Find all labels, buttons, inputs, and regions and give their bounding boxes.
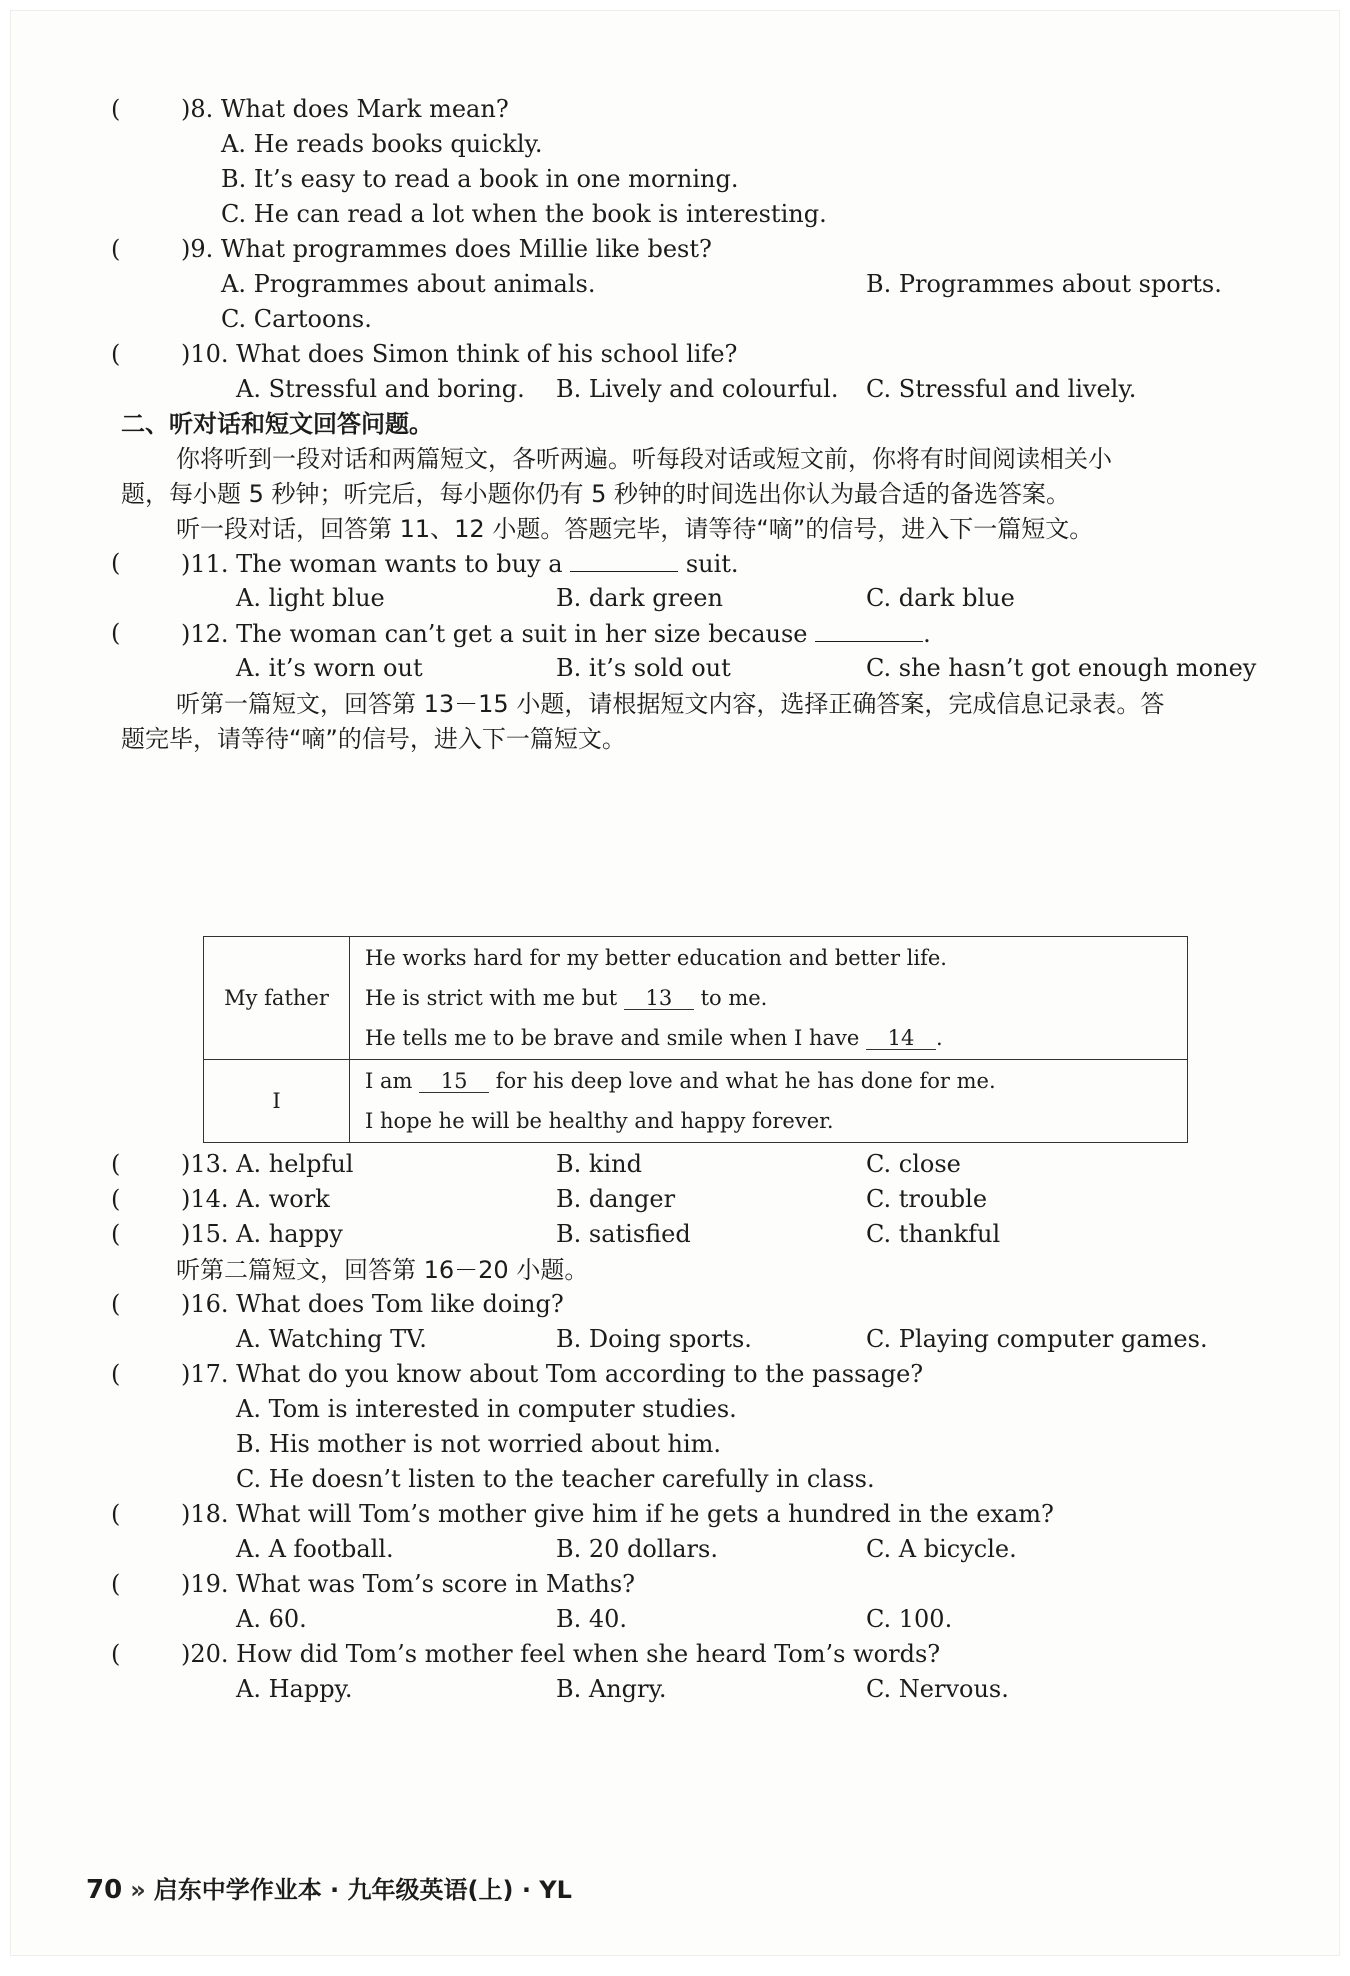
q20-option-b: B. Angry. [556,1675,667,1703]
dialogue-instruction: 听一段对话，回答第 11、12 小题。答题完毕，请等待“嘀”的信号，进入下一篇短文。 [176,515,1094,543]
table-text: I am [365,1069,413,1093]
q12-option-a: A. it’s worn out [236,654,423,682]
q17-option-b: B. His mother is not worried about him. [236,1430,722,1458]
answer-paren: ( [111,1360,121,1388]
worksheet-page [10,10,1340,1956]
q15-stem: )15. A. happy [181,1220,343,1248]
answer-paren: ( [111,549,121,577]
q18-option-c: C. A bicycle. [866,1535,1017,1563]
table-text: to me. [700,986,768,1010]
q17-option-a: A. Tom is interested in computer studies. [236,1395,737,1423]
passage2-instruction: 听第二篇短文，回答第 16－20 小题。 [176,1256,589,1284]
q10-stem: )10. What does Simon think of his school life? [181,340,738,368]
q13-stem: )13. A. helpful [181,1150,354,1178]
q8-stem: )8. What does Mark mean? [181,95,509,123]
q11-stem [181,547,739,580]
section-intro-line1: 你将听到一段对话和两篇短文，各听两遍。听每段对话或短文前，你将有时间阅读相关小 [176,445,1112,473]
section-heading: 二、听对话和短文回答问题。 [121,410,433,438]
q9-option-b: B. Programmes about sports. [866,270,1222,298]
q20-option-c: C. Nervous. [866,1675,1009,1703]
answer-paren: ( [111,1570,121,1598]
q19-stem: )19. What was Tom’s score in Maths? [181,1570,636,1598]
passage1-instruction-line2: 题完毕，请等待“嘀”的信号，进入下一篇短文。 [121,725,626,753]
information-table [203,936,1188,1143]
table-line: He works hard for my better education and better life. [365,946,947,970]
q15-option-c: C. thankful [866,1220,1001,1248]
q13-option-b: B. kind [556,1150,642,1178]
table-cell [350,937,1188,1060]
table-label-i: I [204,1060,350,1143]
q9-option-c: C. Cartoons. [221,305,372,333]
q15-option-b: B. satisfied [556,1220,691,1248]
q11-option-a: A. light blue [236,584,385,612]
q17-option-c: C. He doesn’t listen to the teacher carefully in class. [236,1465,875,1493]
answer-paren: ( [111,1150,121,1178]
q11-option-b: B. dark green [556,584,723,612]
table-label-father: My father [204,937,350,1060]
q19-option-c: C. 100. [866,1605,953,1633]
q14-option-b: B. danger [556,1185,676,1213]
q14-stem: )14. A. work [181,1185,330,1213]
q19-option-b: B. 40. [556,1605,628,1633]
answer-paren: ( [111,1290,121,1318]
table-text: He tells me to be brave and smile when I have [365,1026,860,1050]
page-footer [86,1873,572,1907]
answer-paren: ( [111,235,121,263]
table-line [351,1018,1186,1058]
q12-option-b: B. it’s sold out [556,654,731,682]
answer-paren: ( [111,1500,121,1528]
q11-stem-text: )11. The woman wants to buy a [181,550,563,578]
q19-option-a: A. 60. [236,1605,307,1633]
q18-option-b: B. 20 dollars. [556,1535,718,1563]
q12-stem-end: . [923,620,931,648]
q10-option-b: B. Lively and colourful. [556,375,839,403]
q10-option-a: A. Stressful and boring. [236,375,525,403]
section-intro-line2: 题，每小题 5 秒钟；听完后，每小题你仍有 5 秒钟的时间选出你认为最合适的备选答案。 [121,480,1071,508]
q17-stem: )17. What do you know about Tom according to the passage? [181,1360,924,1388]
q16-stem: )16. What does Tom like doing? [181,1290,564,1318]
q11-blank [570,547,678,572]
table-line [351,978,1186,1018]
answer-paren: ( [111,1185,121,1213]
q14-option-c: C. trouble [866,1185,988,1213]
q8-option-a: A. He reads books quickly. [221,130,543,158]
q12-option-c: C. she hasn’t got enough money [866,654,1257,682]
q16-option-c: C. Playing computer games. [866,1325,1208,1353]
answer-paren: ( [111,1640,121,1668]
q12-blank [815,617,923,642]
page-number: 70 [86,1875,123,1905]
blank-15: 15 [419,1070,489,1093]
q11-stem-end: suit. [685,550,739,578]
table-line [351,1061,1186,1101]
passage1-instruction-line1: 听第一篇短文，回答第 13－15 小题，请根据短文内容，选择正确答案，完成信息记录表。答 [176,690,1165,718]
answer-paren: ( [111,340,121,368]
table-text: . [935,1026,943,1050]
table-text: He is strict with me but [365,986,618,1010]
blank-14: 14 [866,1027,936,1050]
q18-stem: )18. What will Tom’s mother give him if he gets a hundred in the exam? [181,1500,1054,1528]
blank-13: 13 [624,987,694,1010]
q10-option-c: C. Stressful and lively. [866,375,1137,403]
q20-stem: )20. How did Tom’s mother feel when she heard Tom’s words? [181,1640,941,1668]
q8-option-b: B. It’s easy to read a book in one morning. [221,165,739,193]
answer-paren: ( [111,619,121,647]
q20-option-a: A. Happy. [236,1675,353,1703]
table-row [204,1060,1188,1143]
q11-option-c: C. dark blue [866,584,1015,612]
table-row [204,937,1188,1060]
table-text: for his deep love and what he has done for me. [495,1069,996,1093]
table-line: I hope he will be healthy and happy forever. [365,1109,834,1133]
q12-stem [181,617,931,650]
q9-option-a: A. Programmes about animals. [221,270,596,298]
q9-stem: )9. What programmes does Millie like best? [181,235,712,263]
chevron-icon: » [130,1876,146,1904]
q16-option-b: B. Doing sports. [556,1325,752,1353]
table-cell [350,1060,1188,1143]
q8-option-c: C. He can read a lot when the book is interesting. [221,200,827,228]
answer-paren: ( [111,95,121,123]
book-title: 启东中学作业本 · 九年级英语(上) · YL [153,1876,572,1904]
answer-paren: ( [111,1220,121,1248]
q12-stem-text: )12. The woman can’t get a suit in her size because [181,620,808,648]
q13-option-c: C. close [866,1150,961,1178]
q18-option-a: A. A football. [236,1535,394,1563]
q16-option-a: A. Watching TV. [236,1325,427,1353]
